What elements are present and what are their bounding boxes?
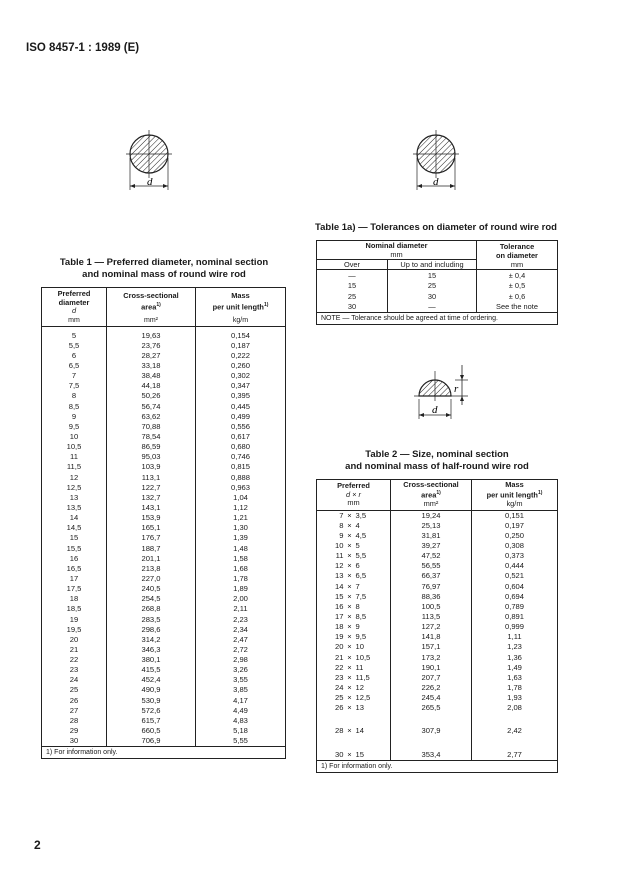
diameter-cell: 24 <box>42 675 107 685</box>
table-row <box>42 584 286 594</box>
diameter-cell: 13,5 <box>42 503 107 513</box>
table-row <box>317 561 558 571</box>
mass-cell: 0,250 <box>504 530 524 540</box>
mass-cell: 2,08 <box>507 703 522 713</box>
area-cell: 132,7 <box>107 493 196 503</box>
table-row <box>42 523 286 533</box>
table-1-footnote: 1) For information only. <box>42 747 286 759</box>
size-cell: 14 × 7 <box>317 581 391 591</box>
col-preferred-size: Preferred d × r mm <box>317 480 391 511</box>
diameter-cell: 12,5 <box>42 483 107 493</box>
tolerance-cell: See the note <box>477 302 558 313</box>
table-row <box>42 675 286 685</box>
row-spacer <box>317 736 558 749</box>
table-row <box>42 351 286 361</box>
area-cell: 66,37 <box>391 571 472 581</box>
mass-cell: 0,154 <box>230 330 250 340</box>
area-cell: 33,18 <box>107 361 196 371</box>
area-cell: 113,1 <box>107 472 196 482</box>
area-cell: 56,74 <box>107 401 196 411</box>
area-cell: 100,5 <box>391 602 472 612</box>
table-row <box>317 602 558 612</box>
table-row <box>317 693 558 703</box>
diameter-cell: 9,5 <box>42 422 107 432</box>
area-cell: 283,5 <box>107 614 196 624</box>
mass-cell: 0,888 <box>230 472 250 482</box>
mass-cell: 0,999 <box>504 622 524 632</box>
mass-cell: 0,445 <box>230 401 250 411</box>
diameter-cell: 8 <box>42 391 107 401</box>
area-cell: 226,2 <box>391 683 472 693</box>
mass-cell: 0,556 <box>230 421 250 431</box>
round-wire-figure-left <box>118 128 180 200</box>
table-row <box>42 432 286 442</box>
mass-cell: 0,347 <box>230 381 250 391</box>
table-row <box>317 571 558 581</box>
mass-cell: 1,30 <box>233 523 248 533</box>
size-cell: 9 × 4,5 <box>317 531 391 541</box>
mass-cell: 4,17 <box>233 695 248 705</box>
size-cell: 19 × 9,5 <box>317 632 391 642</box>
table-row <box>42 472 286 482</box>
area-cell: 19,24 <box>391 510 472 521</box>
mass-cell: 1,89 <box>233 584 248 594</box>
size-cell: 24 × 12 <box>317 683 391 693</box>
diameter-label: d <box>432 404 438 416</box>
area-cell: 122,7 <box>107 483 196 493</box>
area-cell: 530,9 <box>107 696 196 706</box>
table-row <box>42 706 286 716</box>
table-row <box>42 645 286 655</box>
table-row <box>42 493 286 503</box>
mass-cell: 0,308 <box>504 540 524 550</box>
table-2-footnote: 1) For information only. <box>317 760 558 772</box>
mass-cell: 0,746 <box>230 452 250 462</box>
mass-cell: 1,48 <box>233 543 248 553</box>
tolerance-cell: ± 0,4 <box>477 270 558 281</box>
area-cell: 141,8 <box>391 632 472 642</box>
table-row <box>42 513 286 523</box>
area-cell: 254,5 <box>107 594 196 604</box>
area-cell: 706,9 <box>107 736 196 747</box>
diameter-cell: 19 <box>42 614 107 624</box>
area-cell: 298,6 <box>107 625 196 635</box>
table-row <box>42 574 286 584</box>
upto-cell: 30 <box>427 291 437 301</box>
diameter-cell: 25 <box>42 685 107 695</box>
tolerance-cell: ± 0,5 <box>477 281 558 292</box>
size-cell: 16 × 8 <box>317 602 391 612</box>
size-cell: 25 × 12,5 <box>317 693 391 703</box>
area-cell: 88,36 <box>391 592 472 602</box>
half-round-wire-figure <box>410 363 472 425</box>
size-cell: 7 × 3,5 <box>317 510 391 521</box>
diameter-cell: 10,5 <box>42 442 107 452</box>
area-cell: 346,3 <box>107 645 196 655</box>
diameter-cell: 11 <box>42 452 107 462</box>
mass-cell: 1,78 <box>233 573 248 583</box>
table-row <box>317 652 558 662</box>
diameter-cell: 20 <box>42 635 107 645</box>
area-cell: 70,88 <box>107 422 196 432</box>
table-row <box>42 503 286 513</box>
table-row <box>42 564 286 574</box>
mass-cell: 3,26 <box>233 665 248 675</box>
table-row <box>42 726 286 736</box>
mass-cell: 1,49 <box>507 662 522 672</box>
size-cell: 15 × 7,5 <box>317 592 391 602</box>
mass-cell: 0,694 <box>504 591 524 601</box>
diameter-cell: 8,5 <box>42 401 107 411</box>
diameter-cell: 23 <box>42 665 107 675</box>
table-1a-caption: Table 1a) — Tolerances on diameter of round wire rod <box>315 222 557 233</box>
size-cell: 12 × 6 <box>317 561 391 571</box>
size-cell: 8 × 4 <box>317 521 391 531</box>
table-row <box>42 391 286 401</box>
mass-cell: 1,12 <box>233 502 248 512</box>
mass-cell: 1,11 <box>507 632 522 642</box>
size-cell: 17 × 8,5 <box>317 612 391 622</box>
area-cell: 103,9 <box>107 462 196 472</box>
mass-cell: 2,98 <box>233 655 248 665</box>
size-cell: 23 × 11,5 <box>317 673 391 683</box>
diameter-cell: 13 <box>42 493 107 503</box>
diameter-cell: 28 <box>42 716 107 726</box>
col-cross-sectional-area: Cross-sectional area$^{1)}$ <box>107 288 196 316</box>
mass-cell: 0,197 <box>504 520 524 530</box>
diameter-cell: 9 <box>42 412 107 422</box>
area-cell: 153,9 <box>107 513 196 523</box>
diameter-cell: 7 <box>42 371 107 381</box>
area-cell: 227,0 <box>107 574 196 584</box>
diameter-cell: 5 <box>42 326 107 341</box>
mass-cell: 0,373 <box>504 551 524 561</box>
diameter-label: d <box>433 176 439 188</box>
mass-cell: 0,222 <box>230 350 250 360</box>
size-cell: 26 × 13 <box>317 703 391 713</box>
table-row <box>317 270 558 281</box>
area-cell: 201,1 <box>107 554 196 564</box>
mass-cell: 0,815 <box>230 462 250 472</box>
mass-cell: 0,395 <box>230 391 250 401</box>
area-cell: 615,7 <box>107 716 196 726</box>
diameter-cell: 14 <box>42 513 107 523</box>
table-row <box>42 736 286 747</box>
table-row <box>42 625 286 635</box>
diameter-cell: 6,5 <box>42 361 107 371</box>
size-cell: 30 × 15 <box>317 749 391 760</box>
upto-cell: 15 <box>427 270 437 280</box>
diameter-cell: 19,5 <box>42 625 107 635</box>
area-cell: 176,7 <box>107 533 196 543</box>
size-cell: 20 × 10 <box>317 642 391 652</box>
over-cell: 25 <box>317 291 388 302</box>
area-cell: 173,2 <box>391 652 472 662</box>
table-2 <box>316 479 558 773</box>
diameter-cell: 30 <box>42 736 107 747</box>
diameter-cell: 15 <box>42 533 107 543</box>
table-row <box>317 581 558 591</box>
table-row <box>317 510 558 521</box>
diameter-cell: 14,5 <box>42 523 107 533</box>
over-cell: 30 <box>317 302 388 313</box>
table-row <box>42 685 286 695</box>
mass-cell: 4,83 <box>233 715 248 725</box>
diameter-cell: 17,5 <box>42 584 107 594</box>
mass-cell: 0,891 <box>504 611 524 621</box>
mass-cell: 5,55 <box>233 736 248 746</box>
area-cell: 76,97 <box>391 581 472 591</box>
area-cell: 165,1 <box>107 523 196 533</box>
area-cell: 19,63 <box>107 326 196 341</box>
mass-cell: 1,04 <box>233 492 248 502</box>
table-2-caption: Table 2 — Size, nominal section and nominal mass of half-round wire rod <box>345 449 529 472</box>
area-cell: 56,55 <box>391 561 472 571</box>
table-row <box>42 554 286 564</box>
area-cell: 63,62 <box>107 412 196 422</box>
mass-cell: 1,63 <box>507 672 522 682</box>
mass-cell: 2,23 <box>233 614 248 624</box>
table-row <box>317 551 558 561</box>
area-cell: 307,9 <box>391 726 472 736</box>
table-row <box>317 632 558 642</box>
mass-cell: 3,85 <box>233 685 248 695</box>
table-row <box>317 663 558 673</box>
area-cell: 380,1 <box>107 655 196 665</box>
mass-cell: 0,499 <box>230 411 250 421</box>
mass-cell: 2,42 <box>507 726 522 736</box>
mass-cell: 5,18 <box>233 726 248 736</box>
mass-cell: 0,617 <box>230 431 250 441</box>
document-header: ISO 8457-1 : 1989 (E) <box>26 42 140 54</box>
table-row <box>317 642 558 652</box>
mass-cell: 0,963 <box>230 482 250 492</box>
area-cell: 452,4 <box>107 675 196 685</box>
area-cell: 660,5 <box>107 726 196 736</box>
area-cell: 86,59 <box>107 442 196 452</box>
table-row <box>42 452 286 462</box>
mass-cell: 1,21 <box>233 513 248 523</box>
table-row <box>42 543 286 553</box>
header-over: Over <box>317 260 388 270</box>
mass-cell: 1,23 <box>507 642 522 652</box>
diameter-label: d <box>147 176 153 188</box>
area-cell: 353,4 <box>391 749 472 760</box>
table-row <box>317 726 558 736</box>
page-number: 2 <box>34 838 41 852</box>
size-cell: 18 × 9 <box>317 622 391 632</box>
mass-cell: 1,78 <box>507 682 522 692</box>
size-cell: 11 × 5,5 <box>317 551 391 561</box>
mass-cell: 1,58 <box>233 553 248 563</box>
mass-cell: 0,604 <box>504 581 524 591</box>
mass-cell: 2,47 <box>233 634 248 644</box>
table-row <box>42 401 286 411</box>
area-cell: 28,27 <box>107 351 196 361</box>
mass-cell: 0,680 <box>230 442 250 452</box>
area-cell: 31,81 <box>391 531 472 541</box>
table-1-caption: Table 1 — Preferred diameter, nominal section and nominal mass of round wire rod <box>59 257 269 280</box>
area-cell: 213,8 <box>107 564 196 574</box>
table-row <box>42 361 286 371</box>
mass-cell: 0,789 <box>504 601 524 611</box>
table-row <box>42 341 286 351</box>
mass-cell: 4,49 <box>233 705 248 715</box>
table-row <box>317 683 558 693</box>
table-row <box>317 531 558 541</box>
area-cell: 265,5 <box>391 703 472 713</box>
diameter-cell: 29 <box>42 726 107 736</box>
mass-cell: 2,34 <box>233 624 248 634</box>
area-cell: 95,03 <box>107 452 196 462</box>
size-cell: 21 × 10,5 <box>317 652 391 662</box>
mass-cell: 3,55 <box>233 675 248 685</box>
area-cell: 39,27 <box>391 541 472 551</box>
area-cell: 44,18 <box>107 381 196 391</box>
tolerance-cell: ± 0,6 <box>477 291 558 302</box>
table-row <box>317 291 558 302</box>
mass-cell: 2,77 <box>507 749 522 759</box>
diameter-cell: 6 <box>42 351 107 361</box>
diameter-cell: 10 <box>42 432 107 442</box>
table-row <box>42 716 286 726</box>
diameter-cell: 17 <box>42 574 107 584</box>
mass-cell: 0,521 <box>504 571 524 581</box>
mass-cell: 0,444 <box>504 561 524 571</box>
mass-cell: 1,68 <box>233 563 248 573</box>
size-cell: 22 × 11 <box>317 663 391 673</box>
table-row <box>317 622 558 632</box>
area-cell: 23,76 <box>107 341 196 351</box>
table-row <box>42 696 286 706</box>
area-cell: 190,1 <box>391 663 472 673</box>
table-row <box>42 665 286 675</box>
table-1: Preferred diameter d Cross-sectional area$^{1)}$ Mass per unit length$^{1)}$ mm mm² kg/m 5 19,63 0,154 5,5 23,76 0,187 6 28,27 0,222 6,5 33,18 0,260 7 38,48 0,302 7,5 44,18 0,347 8 50,26 0,395 8,5 56,74 0,445 9 63,62 0,499 9,5 70,88 0,556 10 78,54 0,617 10,5 86,59 0,680 11 95,03 0,746 11,5 103,9 0,815 12 113,1 0,888 12,5 122,7 0,963 13 132,7 1,04 13,5 143,1 1,12 14 153,9 1,21 14,5 165,1 1,30 15 176,7 1,39 15,5 188,7 1,48 16 201,1 1,58 16,5 213,8 1,68 17 227,0 1,78 17,5 240,5 1,89 18 254,5 2,00 18,5 268,8 2,11 19 283,5 2,23 19,5 298,6 2,34 20 314,2 2,47 21 346,3 2,72 22 380,1 2,98 23 415,5 3,26 24 452,4 3,55 25 490,9 3,85 26 530,9 4,17 27 572,6 4,49 28 615,7 4,83 29 660,5 5,18 30 706,9 5,55 1) For information only. <box>41 287 286 759</box>
size-cell: 10 × 5 <box>317 541 391 551</box>
table-row <box>42 412 286 422</box>
mass-cell: 0,187 <box>230 340 250 350</box>
area-cell: 188,7 <box>107 543 196 553</box>
area-cell: 245,4 <box>391 693 472 703</box>
diameter-cell: 22 <box>42 655 107 665</box>
table-row <box>42 594 286 604</box>
mass-cell: 0,302 <box>230 371 250 381</box>
table-row <box>317 541 558 551</box>
mass-cell: 0,151 <box>504 510 524 520</box>
diameter-cell: 18,5 <box>42 604 107 614</box>
area-cell: 268,8 <box>107 604 196 614</box>
area-cell: 157,1 <box>391 642 472 652</box>
table-row <box>42 655 286 665</box>
row-spacer <box>317 713 558 726</box>
table-1a-note: NOTE — Tolerance should be agreed at time of ordering. <box>317 313 558 325</box>
table-row <box>317 673 558 683</box>
area-cell: 127,2 <box>391 622 472 632</box>
table-row <box>42 462 286 472</box>
table-row <box>42 381 286 391</box>
mass-cell: 2,72 <box>233 644 248 654</box>
upto-cell: 25 <box>427 281 437 291</box>
header-nominal: Nominal diameter mm <box>317 241 477 260</box>
table-row <box>42 635 286 645</box>
over-cell: — <box>317 270 388 281</box>
table-row <box>317 592 558 602</box>
area-cell: 47,52 <box>391 551 472 561</box>
area-cell: 490,9 <box>107 685 196 695</box>
diameter-cell: 26 <box>42 696 107 706</box>
area-cell: 50,26 <box>107 391 196 401</box>
diameter-cell: 11,5 <box>42 462 107 472</box>
table-row <box>317 749 558 760</box>
table-row <box>317 612 558 622</box>
area-cell: 78,54 <box>107 432 196 442</box>
diameter-cell: 7,5 <box>42 381 107 391</box>
mass-cell: 2,00 <box>233 594 248 604</box>
area-cell: 143,1 <box>107 503 196 513</box>
radius-label: r <box>454 383 459 395</box>
header-upto: Up to and including <box>400 260 464 269</box>
table-row <box>42 422 286 432</box>
table-row <box>42 326 286 341</box>
mass-cell: 0,260 <box>230 360 250 370</box>
table-row <box>317 302 558 313</box>
area-cell: 207,7 <box>391 673 472 683</box>
area-cell: 314,2 <box>107 635 196 645</box>
upto-cell: — <box>428 302 436 312</box>
col-mass: Mass per unit length$^{1)}$ kg/m <box>486 479 543 509</box>
diameter-cell: 12 <box>42 472 107 482</box>
size-cell: 13 × 6,5 <box>317 571 391 581</box>
diameter-cell: 5,5 <box>42 341 107 351</box>
col-preferred-diameter: Preferred diameter d <box>42 288 107 316</box>
table-row <box>42 533 286 543</box>
area-cell: 572,6 <box>107 706 196 716</box>
table-row <box>317 703 558 713</box>
mass-cell: 1,36 <box>507 652 522 662</box>
table-row <box>42 614 286 624</box>
mass-cell: 1,93 <box>507 693 522 703</box>
table-row <box>42 371 286 381</box>
table-row <box>317 281 558 292</box>
mass-cell: 1,39 <box>233 533 248 543</box>
size-cell: 28 × 14 <box>317 726 391 736</box>
round-wire-figure-right <box>405 128 467 200</box>
area-cell: 415,5 <box>107 665 196 675</box>
table-1a <box>316 240 558 325</box>
area-cell: 113,5 <box>391 612 472 622</box>
diameter-cell: 21 <box>42 645 107 655</box>
area-cell: 240,5 <box>107 584 196 594</box>
over-cell: 15 <box>317 281 388 292</box>
area-cell: 25,13 <box>391 521 472 531</box>
header-tolerance: Tolerance on diameter mm <box>477 241 558 270</box>
col-mass: Mass per unit length$^{1)}$ <box>212 291 269 311</box>
table-row <box>317 521 558 531</box>
diameter-cell: 15,5 <box>42 543 107 553</box>
col-cross-sectional-area: Cross-sectional area$^{1)}$ mm² <box>391 480 472 511</box>
area-cell: 38,48 <box>107 371 196 381</box>
table-row <box>42 483 286 493</box>
table-row <box>42 604 286 614</box>
diameter-cell: 18 <box>42 594 107 604</box>
diameter-cell: 16 <box>42 554 107 564</box>
diameter-cell: 16,5 <box>42 564 107 574</box>
diameter-cell: 27 <box>42 706 107 716</box>
mass-cell: 2,11 <box>233 604 248 614</box>
table-row <box>42 442 286 452</box>
